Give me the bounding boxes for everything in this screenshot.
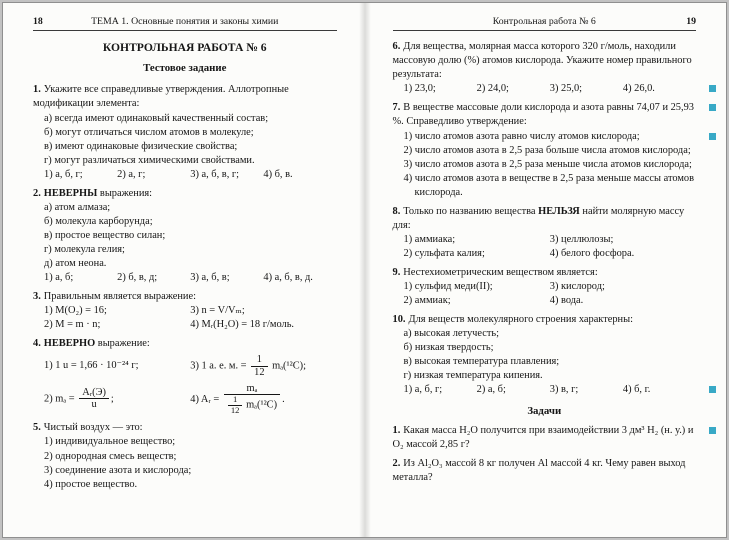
- option: 4) белого фосфора.: [549, 247, 635, 259]
- work-title: КОНТРОЛЬНАЯ РАБОТА № 6: [102, 41, 267, 55]
- question-number: 4.: [33, 338, 41, 350]
- question-8: [393, 205, 697, 261]
- question-4-stem: [33, 337, 337, 351]
- tasks-section-title: Задачи: [527, 405, 562, 418]
- question-4-row-2: [33, 382, 337, 417]
- question-text: найти молярную массу для:: [392, 205, 685, 231]
- teal-square-marker-icon[interactable]: [709, 104, 716, 111]
- option: 2) однородная смесь веществ;: [44, 450, 177, 462]
- question-text: Нестехиометрическим веществом является:: [403, 266, 598, 278]
- task-text: Какая масса H₂O получится при взаимодействии 3 дм³ H₂ (н. у.) и O₂ массой 2,85 г?: [392, 424, 694, 450]
- page-number: 19: [686, 16, 696, 27]
- fraction: [79, 387, 109, 411]
- question-8-row-1: [393, 233, 697, 247]
- question-number: 5.: [33, 422, 41, 434]
- question-text: Правильным является выражение:: [43, 291, 196, 303]
- question-8-row-2: [393, 247, 697, 261]
- task-number: 1.: [392, 424, 401, 436]
- formula-text: 4) Aᵣ =: [190, 393, 222, 405]
- answer-choice: 2) а, б;: [476, 384, 506, 396]
- task-1: [393, 424, 697, 452]
- page-header-left: [33, 15, 337, 31]
- answer-choice: 3) а, б, в;: [190, 272, 230, 284]
- task-number: 2.: [392, 458, 401, 469]
- fraction-denominator: [224, 395, 280, 415]
- option: 3) соединение азота и кислорода;: [44, 464, 192, 476]
- answer-choice: 4) а, б, в, д.: [263, 272, 313, 284]
- option: в) простое вещество силан;: [44, 229, 166, 241]
- question-text: выражения:: [97, 187, 153, 199]
- teal-square-marker-icon[interactable]: [709, 85, 716, 92]
- page-19: [365, 3, 727, 537]
- answer-choice: 3) 25,0;: [549, 83, 583, 95]
- option: 3) число атомов азота в 2,5 раза меньше числа атомов кислорода;: [403, 158, 692, 170]
- option: 1) индивидуальное вещество;: [44, 436, 176, 448]
- option: а) высокая летучесть;: [403, 328, 500, 340]
- fraction-denominator: u: [91, 399, 97, 411]
- option: 4) число атомов азота в веществе в 2,5 раза меньше массы атомов кислорода.: [403, 172, 695, 198]
- fraction-denominator: 12: [254, 366, 265, 378]
- formula-text: ;: [110, 393, 114, 405]
- formula-option: 2) M = m · n;: [44, 319, 101, 331]
- answer-choice: 1) 23,0;: [403, 83, 436, 95]
- answer-choice: 4) б, в.: [263, 168, 293, 180]
- question-2-options: [33, 201, 337, 271]
- question-1: [33, 83, 337, 181]
- question-3-row-2: [33, 318, 337, 332]
- option: г) могут различаться химическими свойствами.: [44, 154, 255, 166]
- question-number: 1.: [33, 84, 41, 96]
- question-6-stem: [393, 40, 697, 82]
- option: 2) сульфата калия;: [403, 247, 485, 259]
- page-18: [3, 3, 365, 537]
- nested-fraction: [228, 395, 243, 415]
- fraction: [224, 383, 280, 416]
- option-text: 1) число атомов азота равно числу атомов кислорода;: [403, 130, 640, 142]
- answer-choice: 2) а, г;: [117, 168, 146, 180]
- page-header-right: [393, 15, 697, 31]
- fraction-numerator: Aᵣ(Э): [79, 387, 109, 400]
- formula-text: .: [282, 393, 285, 405]
- question-number: 9.: [392, 266, 401, 278]
- answer-choice: 1) а, б, г;: [403, 384, 443, 396]
- option: 1) сульфид меди(II);: [403, 280, 493, 292]
- formula-option: 1) 1 u = 1,66 · 10⁻²⁴ г;: [44, 360, 139, 372]
- formula-text: mₐ(¹²C): [243, 399, 278, 411]
- task-2: [393, 457, 697, 485]
- question-1-options: [33, 112, 337, 168]
- question-text: Только по названию вещества: [403, 205, 539, 217]
- question-7: [393, 101, 697, 199]
- formula-option: [44, 386, 190, 412]
- question-number: 10.: [392, 314, 406, 326]
- option: г) низкая температура кипения.: [403, 370, 543, 382]
- formula-option: 3) n = V/Vₘ;: [190, 305, 245, 317]
- question-3-row-1: [33, 304, 337, 318]
- option: б) молекула карборунда;: [44, 215, 153, 227]
- question-number: 2.: [33, 187, 41, 199]
- question-text-bold: НЕВЕРНО: [43, 338, 96, 350]
- option: а) атом алмаза;: [44, 201, 111, 213]
- formula-text: 3) 1 а. е. м. =: [190, 360, 250, 372]
- answer-choice: 3) в, г;: [549, 384, 579, 396]
- question-4: [33, 337, 337, 416]
- formula-option: 4) Mᵣ(H₂O) = 18 г/моль.: [190, 319, 295, 331]
- question-text: Для веществ молекулярного строения характерны:: [408, 314, 633, 326]
- question-4-row-1: [33, 353, 337, 379]
- section-subtitle: Тестовое задание: [143, 61, 227, 74]
- question-text: выражение:: [95, 338, 150, 350]
- option: б) могут отличаться числом атомов в молекуле;: [44, 126, 254, 138]
- answer-choice: 4) б, г.: [622, 384, 651, 396]
- option: 2) аммиак;: [403, 295, 451, 307]
- question-3-stem: [33, 290, 337, 304]
- option: 2) число атомов азота в 2,5 раза больше числа атомов кислорода;: [403, 144, 691, 156]
- teal-square-marker-icon[interactable]: [709, 386, 716, 393]
- option: г) молекула гелия;: [44, 243, 125, 255]
- question-number: 6.: [392, 41, 401, 53]
- question-2: [33, 187, 337, 285]
- question-9-row-2: [393, 294, 697, 308]
- question-3: [33, 290, 337, 332]
- question-7-options: [393, 130, 697, 200]
- teal-square-marker-icon[interactable]: [709, 133, 716, 140]
- question-6-answer-row: [393, 82, 697, 96]
- option: 1) аммиака;: [403, 233, 456, 245]
- option: а) всегда имеют одинаковый качественный состав;: [44, 112, 269, 124]
- question-10-stem: [393, 313, 697, 327]
- answer-choice: 3) а, б, в, г;: [190, 168, 240, 180]
- formula-option: [190, 353, 336, 379]
- question-10: [393, 313, 697, 397]
- question-9-stem: [393, 266, 697, 280]
- question-text: Чистый воздух — это:: [43, 422, 143, 434]
- answer-choice: 2) б, в, д;: [117, 272, 158, 284]
- option: 3) кислород;: [549, 280, 605, 292]
- running-head: Контрольная работа № 6: [492, 16, 596, 27]
- fraction-numerator: mₐ: [224, 383, 280, 396]
- fraction-numerator: 1: [228, 395, 243, 406]
- question-text: В веществе массовые доли кислорода и азота равны 74,07 и 25,93 %. Справедливо утверждение:: [392, 102, 694, 128]
- question-number: 7.: [392, 102, 401, 114]
- question-text: Укажите все справедливые утверждения. Аллотропные модификации элемента:: [33, 84, 289, 110]
- fraction-denominator: 12: [230, 404, 240, 415]
- answer-choice: 4) 26,0.: [622, 83, 655, 95]
- option: 3) целлюлозы;: [549, 233, 614, 245]
- question-6: [393, 40, 697, 96]
- question-1-answer-row: [33, 168, 337, 182]
- question-text-bold: НЕВЕРНЫ: [43, 187, 98, 199]
- question-7-stem: [393, 101, 697, 129]
- question-5: [33, 421, 337, 491]
- option: д) атом неона.: [44, 257, 107, 269]
- question-number: 3.: [33, 291, 41, 303]
- formula-option: [190, 382, 336, 417]
- formula-text: 2) mₐ =: [44, 393, 78, 405]
- formula-option: 1) M(O₂) = 16;: [44, 305, 107, 317]
- question-8-stem: [393, 205, 697, 233]
- option: [393, 130, 697, 144]
- question-5-stem: [33, 421, 337, 435]
- option: в) высокая температура плавления;: [403, 356, 560, 368]
- question-1-stem: [33, 83, 337, 111]
- option: 4) простое вещество.: [44, 478, 138, 490]
- question-text: Для вещества, молярная масса которого 320 г/моль, находили массовую долю (%) атомов кислорода. Укажите номер правильного результата:: [392, 41, 692, 81]
- question-9-row-1: [393, 280, 697, 294]
- option: в) имеют одинаковые физические свойства;: [44, 140, 238, 152]
- question-5-options: [33, 435, 337, 491]
- fraction-numerator: 1: [251, 354, 267, 367]
- question-text-bold: НЕЛЬЗЯ: [538, 205, 580, 217]
- answer-choice: 2) 24,0;: [476, 83, 509, 95]
- answer-choice: 1) а, б;: [44, 272, 74, 284]
- book-spread: [2, 2, 727, 538]
- question-10-options: [393, 327, 697, 383]
- running-head: ТЕМА 1. Основные понятия и законы химии: [91, 16, 279, 27]
- option: б) низкая твердость;: [403, 342, 494, 354]
- teal-square-marker-icon[interactable]: [709, 427, 716, 434]
- question-2-answer-row: [33, 271, 337, 285]
- task-text: Из Al₂O₃ массой 8 кг получен Al массой 4 кг. Чему равен выход металла?: [392, 458, 686, 484]
- fraction: [251, 354, 267, 378]
- question-2-stem: [33, 187, 337, 201]
- formula-text: mₐ(¹²C);: [269, 360, 307, 372]
- answer-choice: 1) а, б, г;: [44, 168, 83, 180]
- question-10-answer-row: [393, 383, 697, 397]
- question-number: 8.: [392, 205, 401, 217]
- option: 4) вода.: [549, 295, 584, 307]
- page-number: 18: [33, 16, 43, 27]
- question-9: [393, 266, 697, 308]
